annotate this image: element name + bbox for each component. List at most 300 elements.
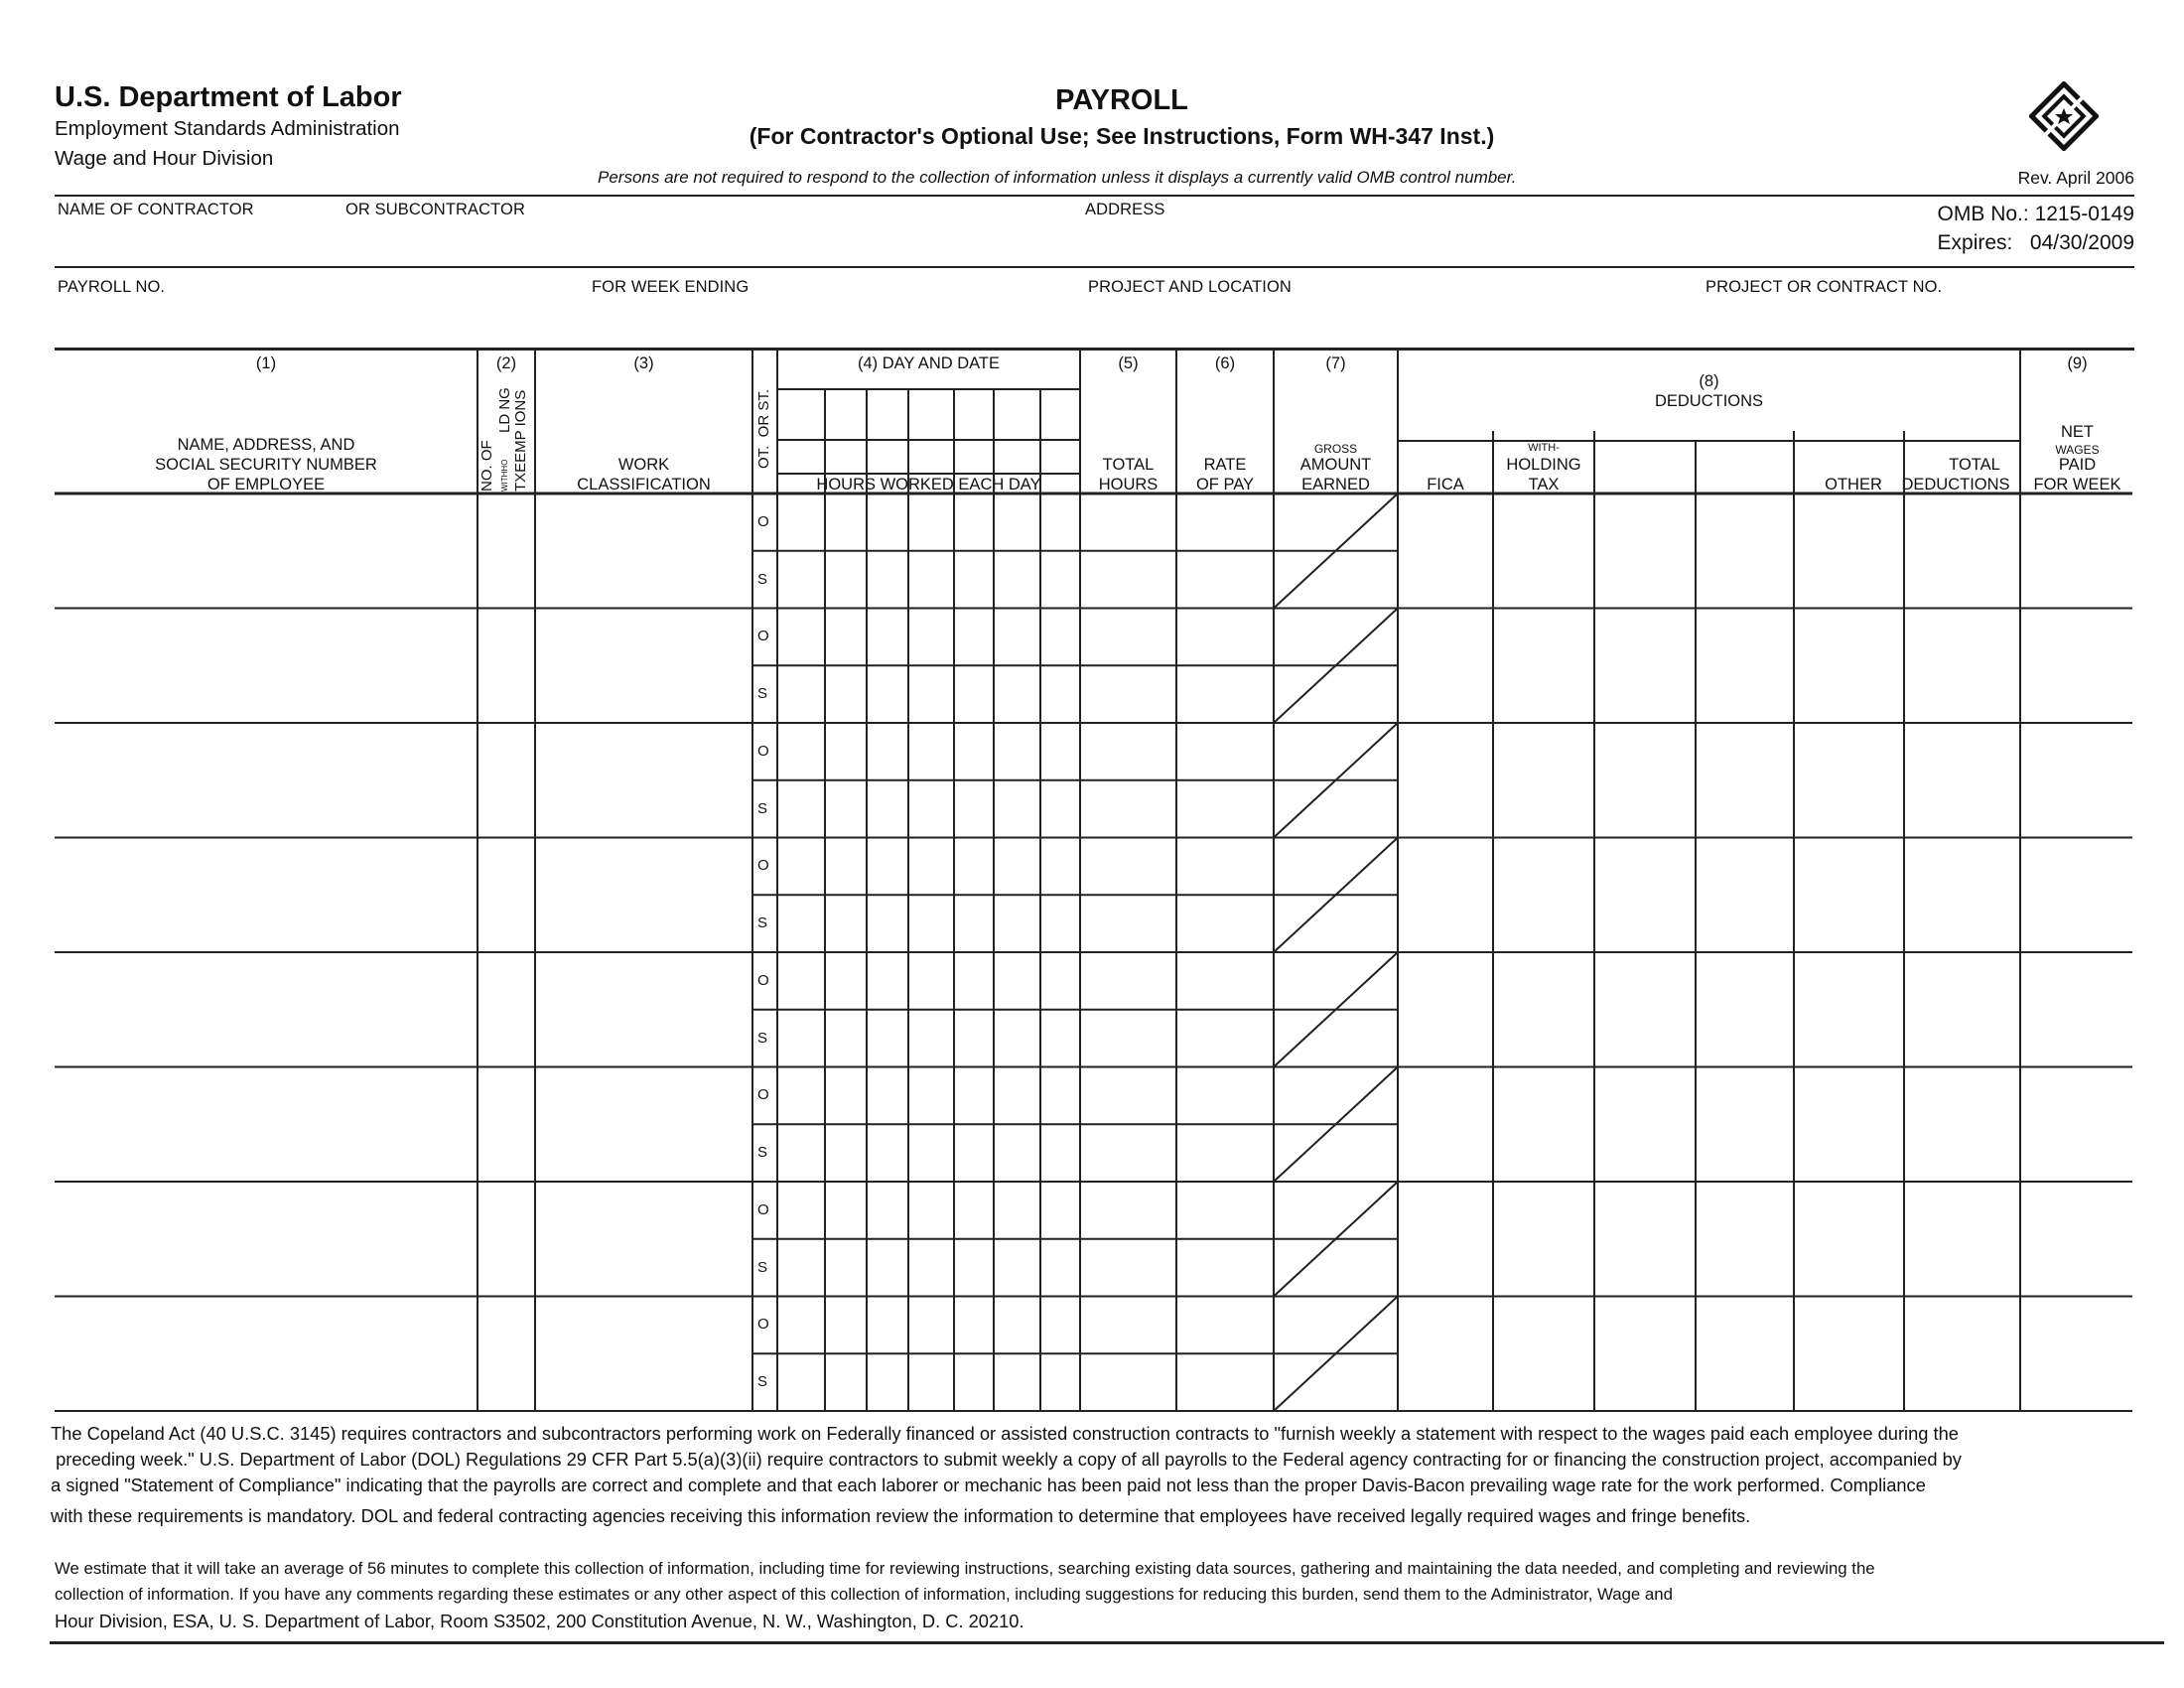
employee-name-input[interactable] xyxy=(59,842,478,951)
hours-ot-day-1-input[interactable] xyxy=(780,726,826,779)
deduction-custom-1-input[interactable] xyxy=(1597,1185,1697,1296)
work-classification-input[interactable] xyxy=(539,1186,752,1295)
form-subtitle: (For Contractor's Optional Use; See Instructions, Form WH-347 Inst.) xyxy=(749,123,1495,149)
hours-st-day-1-input[interactable] xyxy=(780,1356,826,1410)
rate-of-pay-ot-input[interactable] xyxy=(1179,955,1275,1009)
exemptions-input[interactable] xyxy=(481,1301,535,1410)
withholding-tax-input[interactable] xyxy=(1496,1185,1595,1296)
total-hours-st-input[interactable] xyxy=(1083,1356,1177,1410)
deduction-other-input[interactable] xyxy=(1797,1185,1905,1296)
hours-st-day-7-input[interactable] xyxy=(1043,1356,1081,1410)
col1-heading-1: NAME, ADDRESS, AND xyxy=(177,436,355,454)
hours-st-day-5-input[interactable] xyxy=(957,668,995,722)
total-hours-st-input[interactable] xyxy=(1083,1127,1177,1181)
hours-ot-day-2-input[interactable] xyxy=(828,955,868,1009)
hours-ot-day-2-input[interactable] xyxy=(828,496,868,550)
hours-ot-day-2-input[interactable] xyxy=(828,612,868,665)
hours-ot-day-6-input[interactable] xyxy=(997,726,1041,779)
rate-of-pay-ot-input[interactable] xyxy=(1179,496,1275,550)
gross-amount-input[interactable] xyxy=(1277,496,1399,608)
hours-ot-day-6-input[interactable] xyxy=(997,1300,1041,1353)
work-classification-input[interactable] xyxy=(539,1071,752,1181)
hours-ot-day-6-input[interactable] xyxy=(997,841,1041,895)
gross-amount-input[interactable] xyxy=(1277,612,1399,723)
fica-input[interactable] xyxy=(1401,841,1494,952)
hours-st-day-1-input[interactable] xyxy=(780,554,826,608)
col9-heading-4: FOR WEEK xyxy=(2033,476,2121,493)
hours-st-day-1-input[interactable] xyxy=(780,783,826,837)
col8-number: (8) xyxy=(1699,372,1719,390)
deduction-other-input[interactable] xyxy=(1797,1300,1905,1411)
total-hours-ot-input[interactable] xyxy=(1083,1300,1177,1353)
deduction-total-heading-1: TOTAL xyxy=(1949,456,2000,474)
hours-st-day-3-input[interactable] xyxy=(870,1127,909,1181)
col4-heading: (4) DAY AND DATE xyxy=(857,354,1001,372)
deduction-custom-2-input[interactable] xyxy=(1699,726,1795,837)
hours-st-day-6-input[interactable] xyxy=(997,1242,1041,1296)
net-wages-input[interactable] xyxy=(2023,1185,2133,1296)
col1-heading-2: SOCIAL SECURITY NUMBER xyxy=(155,456,377,474)
withholding-tax-input[interactable] xyxy=(1496,1300,1595,1411)
hours-ot-day-4-input[interactable] xyxy=(911,841,955,895)
subcontractor-input[interactable] xyxy=(345,222,1074,262)
exemptions-input[interactable] xyxy=(481,1071,535,1181)
hours-ot-day-4-input[interactable] xyxy=(911,955,955,1009)
withholding-tax-input[interactable] xyxy=(1496,496,1595,608)
exemptions-input[interactable] xyxy=(481,727,535,836)
rate-of-pay-st-input[interactable] xyxy=(1179,783,1275,837)
hours-ot-day-3-input[interactable] xyxy=(870,841,909,895)
hours-ot-day-2-input[interactable] xyxy=(828,841,868,895)
week-ending-input[interactable] xyxy=(592,302,1072,344)
deduction-custom-1-input[interactable] xyxy=(1597,1070,1697,1182)
day-date-3[interactable] xyxy=(869,392,910,440)
total-deductions-input[interactable] xyxy=(1907,1185,2021,1296)
address-input[interactable] xyxy=(1085,222,1903,262)
total-hours-st-input[interactable] xyxy=(1083,668,1177,722)
total-hours-ot-input[interactable] xyxy=(1083,612,1177,665)
employee-name-input[interactable] xyxy=(59,497,478,607)
rate-of-pay-st-input[interactable] xyxy=(1179,1013,1275,1066)
col3-heading-2: CLASSIFICATION xyxy=(577,476,711,493)
hours-ot-day-4-input[interactable] xyxy=(911,726,955,779)
hours-st-day-4-input[interactable] xyxy=(911,1013,955,1066)
week-ending-label: FOR WEEK ENDING xyxy=(592,278,750,296)
hours-st-day-4-input[interactable] xyxy=(911,1127,955,1181)
hours-st-day-5-input[interactable] xyxy=(957,554,995,608)
hours-st-day-3-input[interactable] xyxy=(870,1242,909,1296)
copeland-line-3: a signed "Statement of Compliance" indicating that the payrolls are correct and complete and that each laborer or mechanic has been paid not less than the proper Davis-Bacon prevailing wage rate for the work performed. Compliance xyxy=(51,1475,1926,1495)
hours-st-day-2-input[interactable] xyxy=(828,898,868,951)
hours-ot-day-3-input[interactable] xyxy=(870,612,909,665)
hours-ot-day-6-input[interactable] xyxy=(997,496,1041,550)
col9-heading-1: NET xyxy=(2061,423,2094,441)
fica-input[interactable] xyxy=(1401,612,1494,723)
hours-st-day-7-input[interactable] xyxy=(1043,1127,1081,1181)
employee-name-input[interactable] xyxy=(59,1071,478,1181)
net-wages-input[interactable] xyxy=(2023,1300,2133,1411)
hours-ot-day-2-input[interactable] xyxy=(828,1300,868,1353)
fica-input[interactable] xyxy=(1401,1300,1494,1411)
net-wages-input[interactable] xyxy=(2023,955,2133,1066)
project-location-label: PROJECT AND LOCATION xyxy=(1088,278,1292,296)
col9-number: (9) xyxy=(2067,354,2088,372)
exemptions-input[interactable] xyxy=(481,497,535,607)
hours-st-day-2-input[interactable] xyxy=(828,554,868,608)
deduction-custom-2-input[interactable] xyxy=(1699,612,1795,723)
hours-st-day-4-input[interactable] xyxy=(911,668,955,722)
hours-ot-day-3-input[interactable] xyxy=(870,496,909,550)
day-date-5[interactable] xyxy=(956,392,996,440)
total-deductions-input[interactable] xyxy=(1907,955,2021,1066)
hours-ot-day-4-input[interactable] xyxy=(911,496,955,550)
gross-amount-input[interactable] xyxy=(1277,955,1399,1066)
hours-st-day-4-input[interactable] xyxy=(911,554,955,608)
exemptions-input[interactable] xyxy=(481,1186,535,1295)
hours-ot-day-3-input[interactable] xyxy=(870,955,909,1009)
work-classification-input[interactable] xyxy=(539,842,752,951)
rate-of-pay-ot-input[interactable] xyxy=(1179,1185,1275,1238)
revision-date: Rev. April 2006 xyxy=(2017,168,2134,188)
rate-of-pay-st-input[interactable] xyxy=(1179,554,1275,608)
hours-ot-day-3-input[interactable] xyxy=(870,726,909,779)
deduction-custom-1-input[interactable] xyxy=(1597,955,1697,1066)
deduction-custom-2-input[interactable] xyxy=(1699,1300,1795,1411)
hours-st-day-5-input[interactable] xyxy=(957,783,995,837)
hours-ot-day-3-input[interactable] xyxy=(870,1185,909,1238)
omb-expiration: Expires: 04/30/2009 xyxy=(1937,231,2134,254)
hours-ot-day-4-input[interactable] xyxy=(911,1070,955,1124)
deduction-custom-2-heading[interactable] xyxy=(1698,445,1796,492)
total-deductions-input[interactable] xyxy=(1907,726,2021,837)
straight-time-marker: S xyxy=(757,1258,768,1276)
project-location-input[interactable] xyxy=(1088,302,1698,344)
hours-ot-day-7-input[interactable] xyxy=(1043,955,1081,1009)
exemptions-input[interactable] xyxy=(481,842,535,951)
hours-st-day-2-input[interactable] xyxy=(828,1127,868,1181)
col6-heading-1: RATE xyxy=(1203,456,1247,474)
subcontractor-label: OR SUBCONTRACTOR xyxy=(345,201,525,218)
day-date-4[interactable] xyxy=(910,392,956,440)
burden-line-1: We estimate that it will take an average of 56 minutes to complete this collection of information, including time for reviewing instructions, searching existing data sources, gathering and maintaining the data needed, and completing and reviewing the xyxy=(55,1559,1875,1578)
hours-st-day-4-input[interactable] xyxy=(911,783,955,837)
col5-heading-1: TOTAL xyxy=(1102,456,1155,474)
deduction-custom-2-input[interactable] xyxy=(1699,841,1795,952)
hours-st-day-2-input[interactable] xyxy=(828,1356,868,1410)
rate-of-pay-st-input[interactable] xyxy=(1179,1356,1275,1410)
net-wages-input[interactable] xyxy=(2023,1070,2133,1182)
hours-ot-day-7-input[interactable] xyxy=(1043,726,1081,779)
deduction-custom-1-heading[interactable] xyxy=(1596,445,1698,492)
total-hours-st-input[interactable] xyxy=(1083,1242,1177,1296)
straight-time-marker: S xyxy=(757,1373,768,1391)
gross-amount-input[interactable] xyxy=(1277,726,1399,837)
hours-st-day-6-input[interactable] xyxy=(997,1356,1041,1410)
deduction-tax-heading: TAX xyxy=(1528,476,1560,493)
hours-ot-day-6-input[interactable] xyxy=(997,955,1041,1009)
hours-ot-day-7-input[interactable] xyxy=(1043,496,1081,550)
fica-input[interactable] xyxy=(1401,496,1494,608)
hours-ot-day-5-input[interactable] xyxy=(957,1300,995,1353)
col2-heading-ld-ng: LD NG xyxy=(496,387,513,433)
work-classification-input[interactable] xyxy=(539,497,752,607)
contract-no-input[interactable] xyxy=(1706,302,2136,344)
hours-st-day-3-input[interactable] xyxy=(870,898,909,951)
rate-of-pay-st-input[interactable] xyxy=(1179,1242,1275,1296)
total-hours-ot-input[interactable] xyxy=(1083,726,1177,779)
fica-input[interactable] xyxy=(1401,1070,1494,1182)
deduction-custom-2-input[interactable] xyxy=(1699,1185,1795,1296)
hours-st-day-6-input[interactable] xyxy=(997,898,1041,951)
gross-amount-input[interactable] xyxy=(1277,1070,1399,1182)
deduction-holding-heading: HOLDING xyxy=(1506,456,1581,474)
total-hours-st-input[interactable] xyxy=(1083,554,1177,608)
col2-heading-exemptions: TXEEMP IONS xyxy=(512,389,529,492)
total-hours-ot-input[interactable] xyxy=(1083,841,1177,895)
hours-ot-day-3-input[interactable] xyxy=(870,1300,909,1353)
rule-top xyxy=(55,195,2134,197)
hours-st-day-5-input[interactable] xyxy=(957,1356,995,1410)
hours-st-day-1-input[interactable] xyxy=(780,1127,826,1181)
rate-of-pay-st-input[interactable] xyxy=(1179,898,1275,951)
hours-st-day-1-input[interactable] xyxy=(780,1013,826,1066)
work-classification-input[interactable] xyxy=(539,956,752,1065)
fica-input[interactable] xyxy=(1401,955,1494,1066)
address-label: ADDRESS xyxy=(1085,201,1165,218)
hours-ot-day-1-input[interactable] xyxy=(780,612,826,665)
hours-st-day-4-input[interactable] xyxy=(911,1242,955,1296)
hours-st-day-5-input[interactable] xyxy=(957,1013,995,1066)
day-date-2[interactable] xyxy=(827,392,869,440)
hours-ot-day-5-input[interactable] xyxy=(957,1185,995,1238)
hours-st-day-7-input[interactable] xyxy=(1043,898,1081,951)
exemptions-input[interactable] xyxy=(481,613,535,722)
hours-ot-day-2-input[interactable] xyxy=(828,726,868,779)
hours-ot-day-3-input[interactable] xyxy=(870,1070,909,1124)
gross-amount-input[interactable] xyxy=(1277,841,1399,952)
deduction-with-heading: WITH- xyxy=(1528,442,1560,454)
withholding-tax-input[interactable] xyxy=(1496,726,1595,837)
deduction-total-heading-2: DEDUCTIONS xyxy=(1901,476,2010,493)
hours-ot-day-5-input[interactable] xyxy=(957,726,995,779)
work-classification-input[interactable] xyxy=(539,613,752,722)
col7-heading-0: GROSS xyxy=(1313,442,1358,456)
hours-st-day-6-input[interactable] xyxy=(997,554,1041,608)
col3-heading-1: WORK xyxy=(617,456,670,474)
hours-st-day-7-input[interactable] xyxy=(1043,1242,1081,1296)
deduction-custom-1-input[interactable] xyxy=(1597,1300,1697,1411)
hours-st-day-3-input[interactable] xyxy=(870,668,909,722)
hours-ot-day-4-input[interactable] xyxy=(911,1185,955,1238)
exemptions-input[interactable] xyxy=(481,956,535,1065)
hours-ot-day-5-input[interactable] xyxy=(957,612,995,665)
hours-st-day-7-input[interactable] xyxy=(1043,668,1081,722)
employee-name-input[interactable] xyxy=(59,727,478,836)
employee-name-input[interactable] xyxy=(59,956,478,1065)
deduction-custom-1-input[interactable] xyxy=(1597,612,1697,723)
col3-number: (3) xyxy=(633,354,654,372)
withholding-tax-input[interactable] xyxy=(1496,955,1595,1066)
hours-ot-day-6-input[interactable] xyxy=(997,1070,1041,1124)
hours-st-day-2-input[interactable] xyxy=(828,783,868,837)
deduction-custom-1-input[interactable] xyxy=(1597,726,1697,837)
hours-ot-day-7-input[interactable] xyxy=(1043,1300,1081,1353)
hours-ot-day-5-input[interactable] xyxy=(957,1070,995,1124)
rate-of-pay-ot-input[interactable] xyxy=(1179,1300,1275,1353)
hours-ot-day-1-input[interactable] xyxy=(780,1185,826,1238)
payroll-no-input[interactable] xyxy=(58,302,578,344)
net-wages-input[interactable] xyxy=(2023,496,2133,608)
hours-st-day-4-input[interactable] xyxy=(911,1356,955,1410)
hours-ot-day-7-input[interactable] xyxy=(1043,1070,1081,1124)
hours-st-day-3-input[interactable] xyxy=(870,1013,909,1066)
hours-ot-day-4-input[interactable] xyxy=(911,612,955,665)
col2-heading-no-of: NO. OF xyxy=(478,440,495,492)
day-date-1[interactable] xyxy=(779,392,827,440)
rate-of-pay-st-input[interactable] xyxy=(1179,1127,1275,1181)
contractor-input[interactable] xyxy=(58,222,340,262)
hours-st-day-3-input[interactable] xyxy=(870,554,909,608)
deduction-other-input[interactable] xyxy=(1797,612,1905,723)
hours-ot-day-1-input[interactable] xyxy=(780,955,826,1009)
hours-st-day-6-input[interactable] xyxy=(997,1013,1041,1066)
work-classification-input[interactable] xyxy=(539,1301,752,1410)
hours-st-day-7-input[interactable] xyxy=(1043,783,1081,837)
table-top-rule xyxy=(55,348,2134,351)
overtime-marker: O xyxy=(757,971,769,989)
hours-st-day-2-input[interactable] xyxy=(828,668,868,722)
rule-contractor xyxy=(55,266,2134,268)
net-wages-input[interactable] xyxy=(2023,612,2133,723)
hours-st-day-6-input[interactable] xyxy=(997,668,1041,722)
total-hours-st-input[interactable] xyxy=(1083,898,1177,951)
hours-st-day-7-input[interactable] xyxy=(1043,1013,1081,1066)
hours-ot-day-2-input[interactable] xyxy=(828,1185,868,1238)
employee-name-input[interactable] xyxy=(59,1301,478,1410)
total-deductions-input[interactable] xyxy=(1907,612,2021,723)
hours-st-day-5-input[interactable] xyxy=(957,898,995,951)
hours-st-day-3-input[interactable] xyxy=(870,783,909,837)
hours-st-day-1-input[interactable] xyxy=(780,1242,826,1296)
hours-ot-day-7-input[interactable] xyxy=(1043,612,1081,665)
col8-heading: DEDUCTIONS xyxy=(1654,392,1764,410)
work-classification-input[interactable] xyxy=(539,727,752,836)
hours-ot-day-6-input[interactable] xyxy=(997,612,1041,665)
withholding-tax-input[interactable] xyxy=(1496,841,1595,952)
total-hours-st-input[interactable] xyxy=(1083,783,1177,837)
total-deductions-input[interactable] xyxy=(1907,1300,2021,1411)
hours-st-day-1-input[interactable] xyxy=(780,668,826,722)
net-wages-input[interactable] xyxy=(2023,841,2133,952)
col1-number: (1) xyxy=(255,354,277,372)
deduction-custom-2-input[interactable] xyxy=(1699,1070,1795,1182)
col9-heading-2: WAGES xyxy=(2055,443,2100,457)
rate-of-pay-ot-input[interactable] xyxy=(1179,726,1275,779)
col2-number: (2) xyxy=(495,354,517,372)
total-hours-ot-input[interactable] xyxy=(1083,955,1177,1009)
deduction-other-input[interactable] xyxy=(1797,841,1905,952)
hours-ot-day-7-input[interactable] xyxy=(1043,841,1081,895)
overtime-marker: O xyxy=(757,742,769,760)
withholding-tax-input[interactable] xyxy=(1496,1070,1595,1182)
col7-heading-1: AMOUNT xyxy=(1299,456,1372,474)
gross-amount-input[interactable] xyxy=(1277,1300,1399,1411)
hours-ot-day-6-input[interactable] xyxy=(997,1185,1041,1238)
deduction-other-input[interactable] xyxy=(1797,955,1905,1066)
overtime-marker: O xyxy=(757,1086,769,1104)
deduction-other-input[interactable] xyxy=(1797,1070,1905,1182)
hours-st-day-3-input[interactable] xyxy=(870,1356,909,1410)
deduction-other-input[interactable] xyxy=(1797,726,1905,837)
net-wages-input[interactable] xyxy=(2023,726,2133,837)
total-deductions-input[interactable] xyxy=(1907,841,2021,952)
hours-ot-day-5-input[interactable] xyxy=(957,841,995,895)
straight-time-marker: S xyxy=(757,1144,768,1162)
rate-of-pay-ot-input[interactable] xyxy=(1179,841,1275,895)
hours-ot-day-1-input[interactable] xyxy=(780,1300,826,1353)
hours-st-day-5-input[interactable] xyxy=(957,1242,995,1296)
hours-ot-day-1-input[interactable] xyxy=(780,841,826,895)
hours-ot-day-1-input[interactable] xyxy=(780,496,826,550)
employee-name-input[interactable] xyxy=(59,613,478,722)
hours-st-day-2-input[interactable] xyxy=(828,1242,868,1296)
withholding-tax-input[interactable] xyxy=(1496,612,1595,723)
rate-of-pay-ot-input[interactable] xyxy=(1179,612,1275,665)
rate-of-pay-st-input[interactable] xyxy=(1179,668,1275,722)
gross-amount-input[interactable] xyxy=(1277,1185,1399,1296)
total-hours-st-input[interactable] xyxy=(1083,1013,1177,1066)
hours-st-day-6-input[interactable] xyxy=(997,783,1041,837)
hours-ot-day-1-input[interactable] xyxy=(780,1070,826,1124)
payroll-no-label: PAYROLL NO. xyxy=(58,278,166,296)
fica-input[interactable] xyxy=(1401,1185,1494,1296)
day-date-6[interactable] xyxy=(996,392,1042,440)
deduction-custom-2-input[interactable] xyxy=(1699,955,1795,1066)
col5-number: (5) xyxy=(1118,354,1139,372)
hours-ot-day-5-input[interactable] xyxy=(957,955,995,1009)
hours-ot-day-7-input[interactable] xyxy=(1043,1185,1081,1238)
deduction-other-input[interactable] xyxy=(1797,496,1905,608)
hours-st-day-4-input[interactable] xyxy=(911,898,955,951)
col1-heading-3: OF EMPLOYEE xyxy=(206,476,326,493)
deduction-custom-2-input[interactable] xyxy=(1699,496,1795,608)
hours-st-day-7-input[interactable] xyxy=(1043,554,1081,608)
straight-time-marker: S xyxy=(757,1029,768,1047)
hours-st-day-1-input[interactable] xyxy=(780,898,826,951)
total-hours-ot-input[interactable] xyxy=(1083,496,1177,550)
hours-ot-day-4-input[interactable] xyxy=(911,1300,955,1353)
overtime-marker: O xyxy=(757,628,769,645)
col2-heading-withholding: WITHHO xyxy=(500,459,509,492)
total-deductions-input[interactable] xyxy=(1907,496,2021,608)
hours-st-day-5-input[interactable] xyxy=(957,1127,995,1181)
total-hours-ot-input[interactable] xyxy=(1083,1185,1177,1238)
deduction-custom-1-input[interactable] xyxy=(1597,841,1697,952)
deduction-custom-1-input[interactable] xyxy=(1597,496,1697,608)
hours-st-day-2-input[interactable] xyxy=(828,1013,868,1066)
hours-ot-day-2-input[interactable] xyxy=(828,1070,868,1124)
hours-ot-day-5-input[interactable] xyxy=(957,496,995,550)
rate-of-pay-ot-input[interactable] xyxy=(1179,1070,1275,1124)
agency-name: U.S. Department of Labor xyxy=(55,81,402,113)
day-date-7[interactable] xyxy=(1042,392,1082,440)
hours-st-day-6-input[interactable] xyxy=(997,1127,1041,1181)
employee-name-input[interactable] xyxy=(59,1186,478,1295)
total-hours-ot-input[interactable] xyxy=(1083,1070,1177,1124)
col9-heading-3: PAID xyxy=(2058,456,2097,474)
fica-input[interactable] xyxy=(1401,726,1494,837)
total-deductions-input[interactable] xyxy=(1907,1070,2021,1182)
